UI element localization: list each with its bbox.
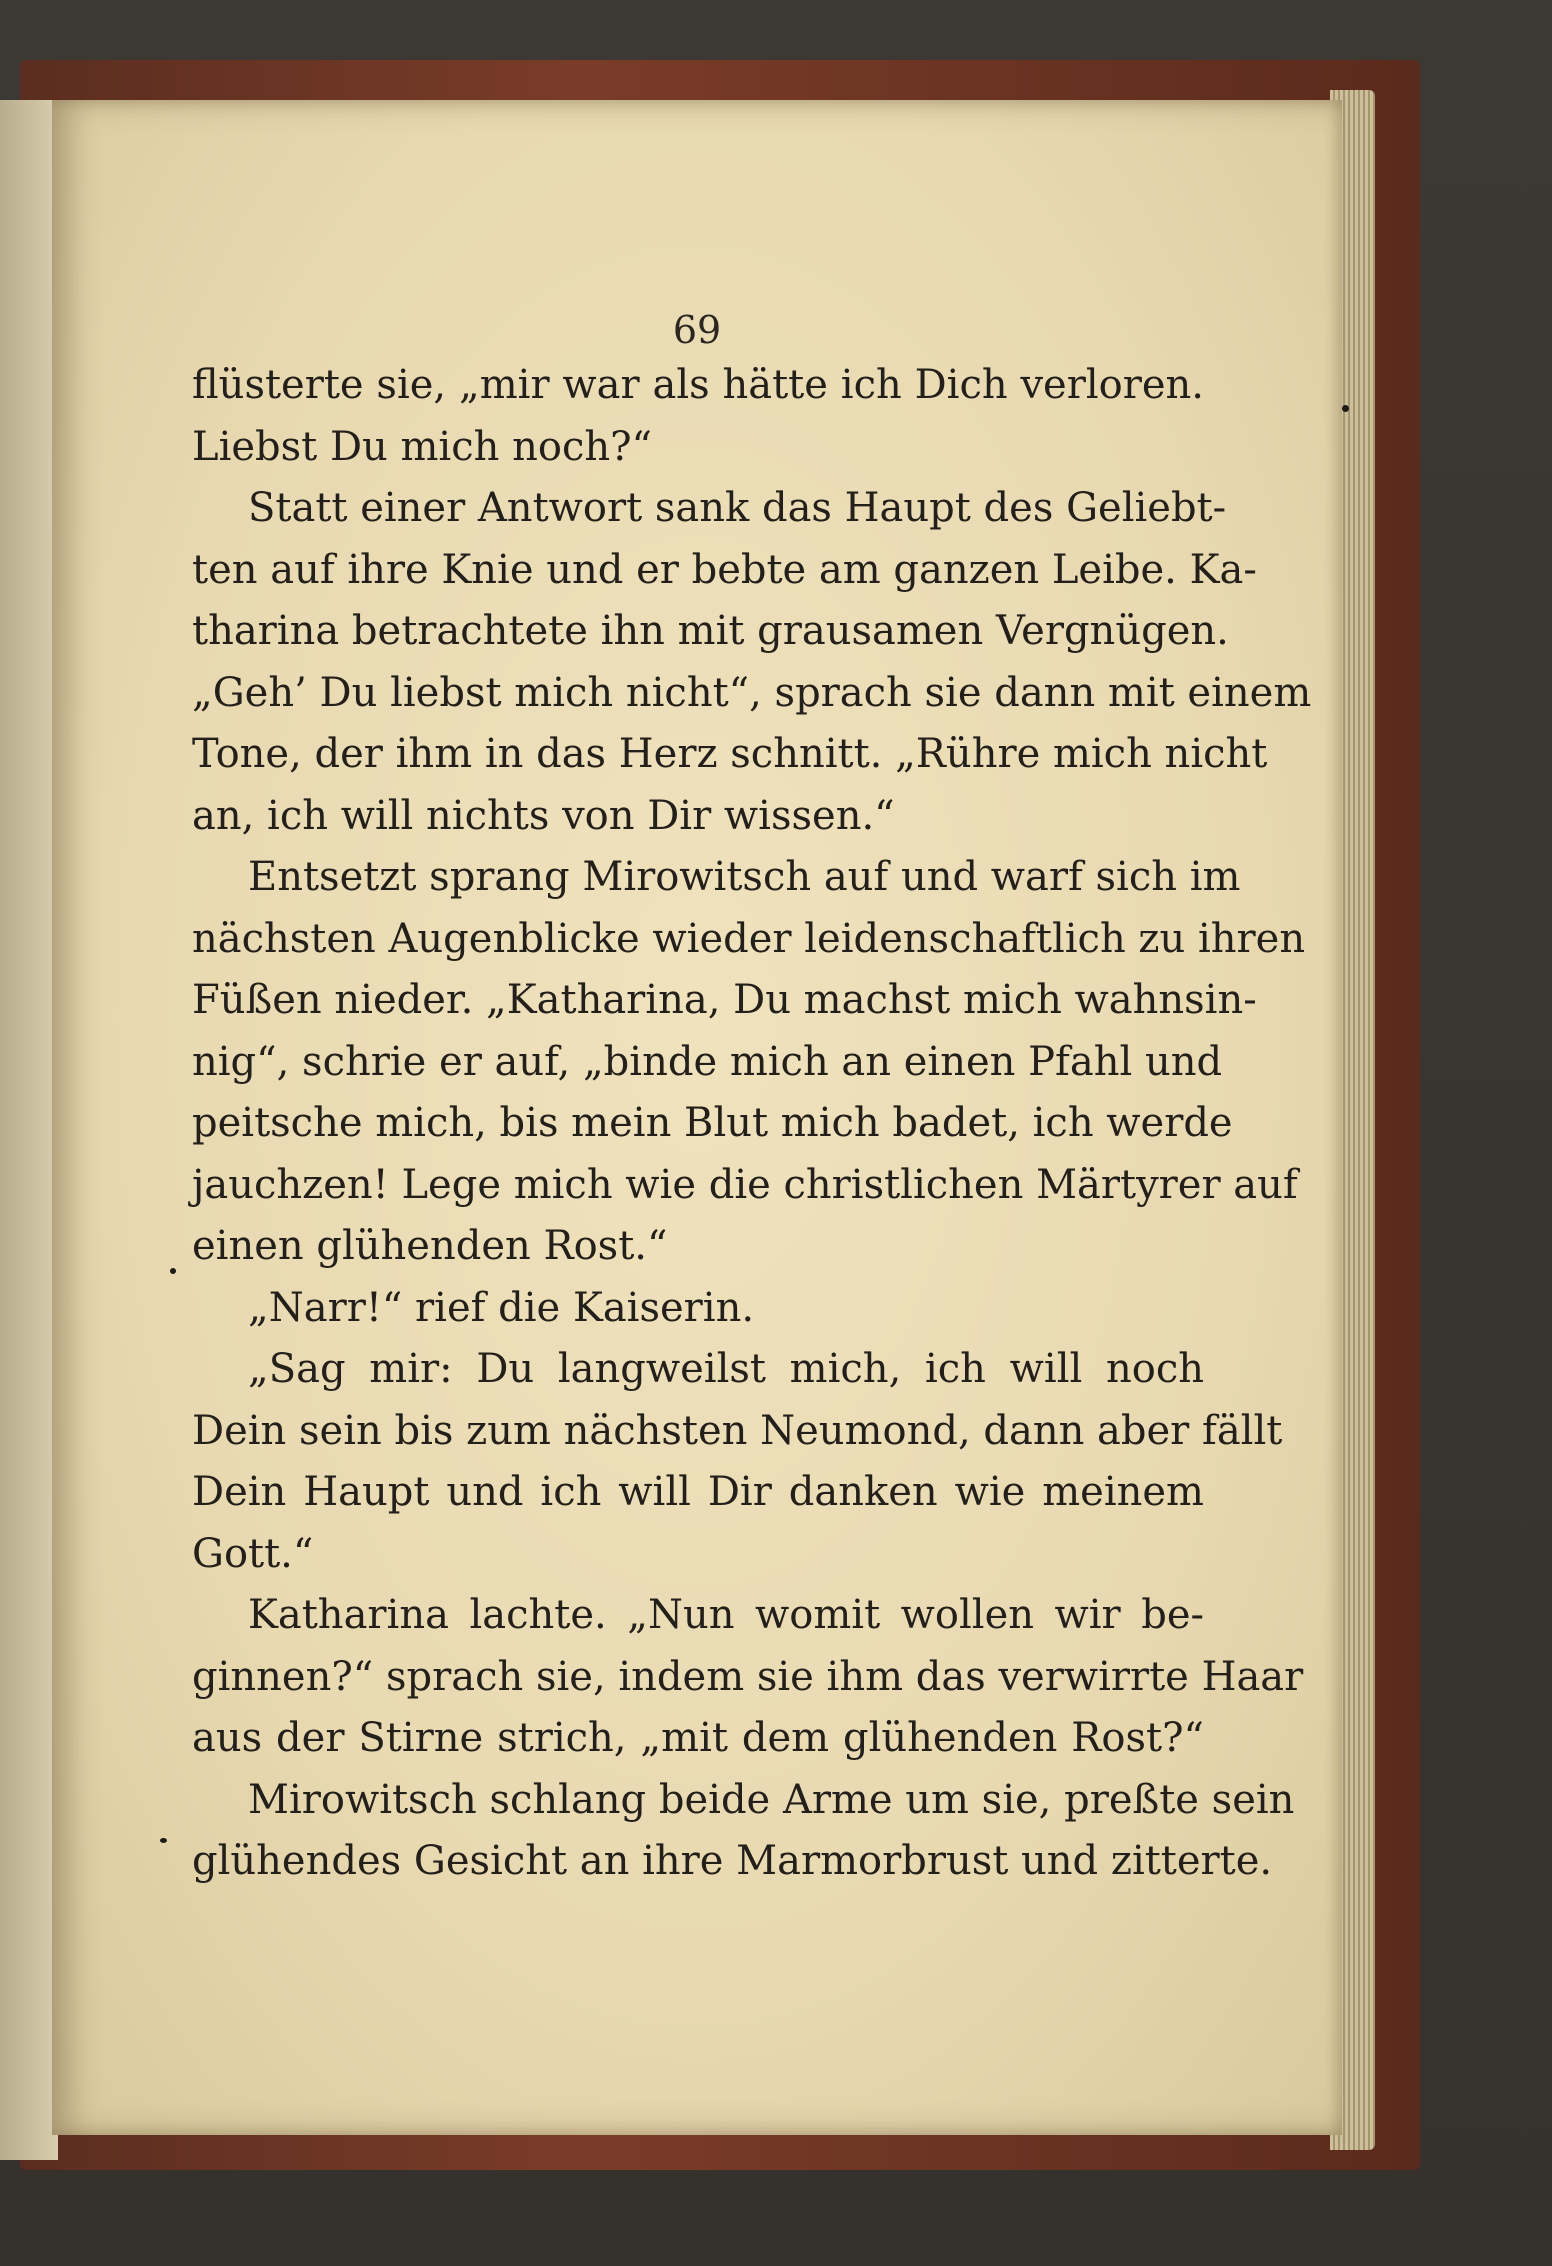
text-line: „Sag mir: Du langweilst mich, ich will noch bbox=[248, 1346, 1204, 1392]
ink-speck bbox=[170, 1268, 176, 1274]
previous-page-edge bbox=[0, 100, 58, 2160]
text-line: Füßen nieder. „Katharina, Du machst mich wahnsin- bbox=[192, 977, 1257, 1023]
text-line: aus der Stirne strich, „mit dem glühenden Rost?“ bbox=[192, 1715, 1204, 1761]
text-line: Gott.“ bbox=[192, 1530, 314, 1577]
body-text bbox=[192, 355, 1312, 1893]
text-line: tharina betrachtete ihn mit grausamen Vergnügen. bbox=[192, 608, 1229, 654]
text-line: nig“, schrie er auf, „binde mich an einen Pfahl und bbox=[192, 1038, 1223, 1085]
ink-speck bbox=[1342, 405, 1349, 412]
text-line: Liebst Du mich noch?“ bbox=[192, 423, 652, 470]
text-line: „Narr!“ rief die Kaiserin. bbox=[248, 1284, 755, 1331]
text-line: Mirowitsch schlang beide Arme um sie, preßte sein bbox=[248, 1776, 1295, 1823]
text-line: „Geh’ Du liebst mich nicht“, sprach sie dann mit einem bbox=[192, 669, 1312, 716]
text-line: peitsche mich, bis mein Blut mich badet, ich werde bbox=[192, 1100, 1233, 1146]
text-line: flüsterte sie, „mir war als hätte ich Dich verloren. bbox=[192, 362, 1204, 408]
text-line: jauchzen! Lege mich wie die christlichen Märtyrer auf bbox=[192, 1161, 1298, 1208]
text-line: ginnen?“ sprach sie, indem sie ihm das verwirrte Haar bbox=[192, 1653, 1304, 1700]
text-line: Statt einer Antwort sank das Haupt des Geliebt- bbox=[248, 485, 1227, 531]
page-number: 69 bbox=[672, 308, 722, 352]
ink-speck bbox=[160, 1838, 167, 1843]
text-line: Entsetzt sprang Mirowitsch auf und warf sich im bbox=[248, 854, 1241, 900]
text-line: Dein sein bis zum nächsten Neumond, dann aber fällt bbox=[192, 1407, 1283, 1454]
text-line: Dein Haupt und ich will Dir danken wie meinem bbox=[192, 1469, 1204, 1515]
text-line: nächsten Augenblicke wieder leidenschaftlich zu ihren bbox=[192, 915, 1306, 962]
text-line: glühendes Gesicht an ihre Marmorbrust und zitterte. bbox=[192, 1838, 1273, 1884]
text-line: Katharina lachte. „Nun womit wollen wir be- bbox=[248, 1592, 1204, 1638]
text-line: einen glühenden Rost.“ bbox=[192, 1223, 668, 1269]
text-line: an, ich will nichts von Dir wissen.“ bbox=[192, 792, 895, 839]
text-line: Tone, der ihm in das Herz schnitt. „Rühre mich nicht bbox=[192, 731, 1268, 777]
text-line: ten auf ihre Knie und er bebte am ganzen Leibe. Ka- bbox=[192, 546, 1257, 593]
book-page bbox=[52, 100, 1342, 2135]
